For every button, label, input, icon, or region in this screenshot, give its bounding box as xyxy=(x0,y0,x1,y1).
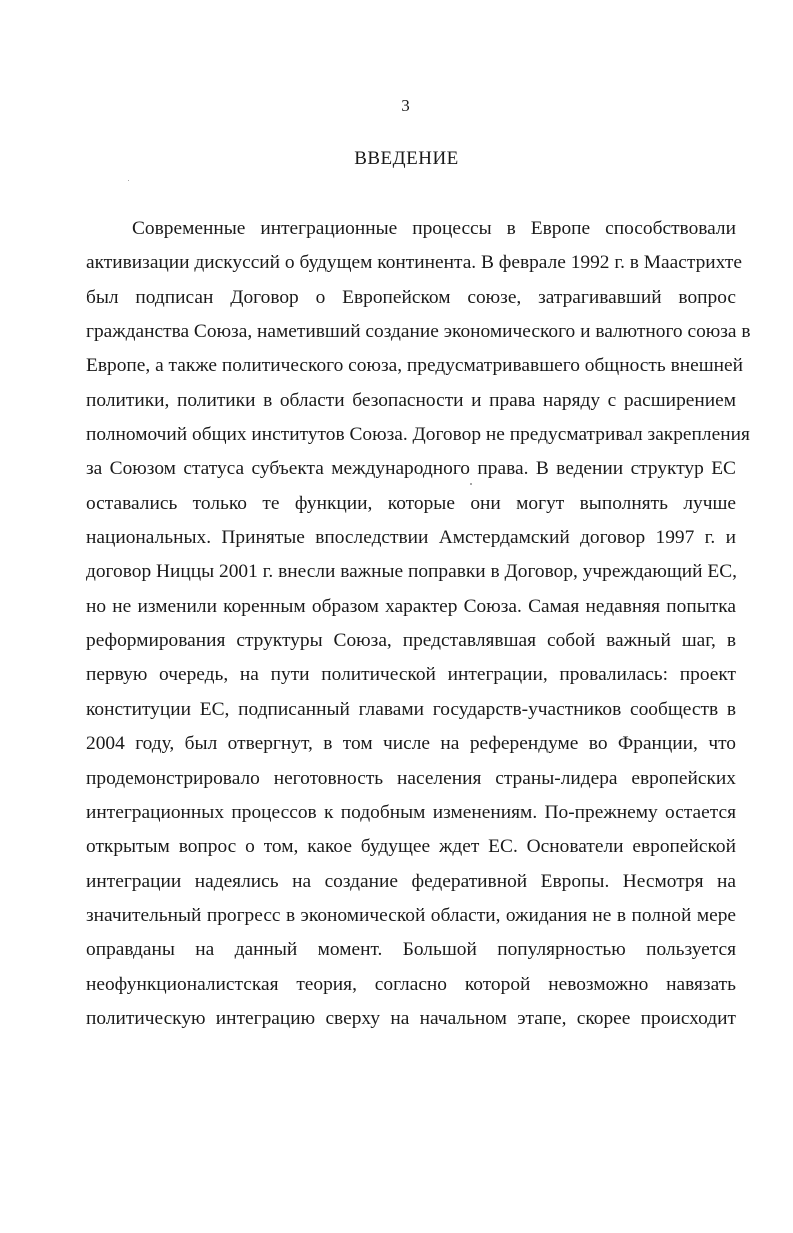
text-line: интеграционных процессов к подобным изменениям. По-прежнему остается xyxy=(86,801,736,823)
text-line: Современные интеграционные процессы в Европе способствовали xyxy=(132,218,736,239)
text-line: национальных. Принятые впоследствии Амстердамский договор 1997 г. и xyxy=(86,527,736,549)
text-line: гражданства Союза, наметивший создание экономического и валютного союза в xyxy=(86,321,751,343)
text-line: оставались только те функции, которые они могут выполнять лучше xyxy=(86,492,736,514)
text-line: первую очередь, на пути политической интеграции, провалилась: проект xyxy=(86,664,736,686)
text-line: Европе, а также политического союза, предусматривавшего общность внешней xyxy=(86,355,743,377)
text-line: открытым вопрос о том, какое будущее ждет ЕС. Основатели европейской xyxy=(86,836,736,858)
text-line: активизации дискуссий о будущем континента. В феврале 1992 г. в Маастрихте xyxy=(86,252,742,274)
text-line: значительный прогресс в экономической области, ожидания не в полной мере xyxy=(86,904,736,926)
text-line: политическую интеграцию сверху на начальном этапе, скорее происходит xyxy=(86,1007,736,1029)
text-line: продемонстрировало неготовность населения страны-лидера европейских xyxy=(86,767,736,789)
page-number: 3 xyxy=(401,96,410,115)
text-line: был подписан Договор о Европейском союзе, затрагивавший вопрос xyxy=(86,286,736,308)
scan-speck xyxy=(470,483,472,485)
text-line: неофункционалистская теория, согласно которой невозможно навязать xyxy=(86,973,736,995)
text-line: договор Ниццы 2001 г. внесли важные поправки в Договор, учреждающий ЕС, xyxy=(86,561,737,583)
text-line: полномочий общих институтов Союза. Договор не предусматривал закрепления xyxy=(86,424,750,446)
text-line: но не изменили коренным образом характер Союза. Самая недавняя попытка xyxy=(86,595,736,617)
text-line: за Союзом статуса субъекта международного права. В ведении структур ЕС xyxy=(86,458,736,480)
scan-speck xyxy=(128,180,129,181)
section-title: ВВЕДЕНИЕ xyxy=(354,148,459,169)
text-line: реформирования структуры Союза, представлявшая собой важный шаг, в xyxy=(86,630,736,652)
text-line: политики, политики в области безопасности и права наряду с расширением xyxy=(86,389,736,411)
text-line: конституции ЕС, подписанный главами государств-участников сообществ в xyxy=(86,698,736,720)
text-line: интеграции надеялись на создание федеративной Европы. Несмотря на xyxy=(86,870,736,892)
text-line: 2004 году, был отвергнут, в том числе на референдуме во Франции, что xyxy=(86,733,736,755)
body-paragraph xyxy=(86,212,751,1036)
text-line: оправданы на данный момент. Большой популярностью пользуется xyxy=(86,939,736,961)
